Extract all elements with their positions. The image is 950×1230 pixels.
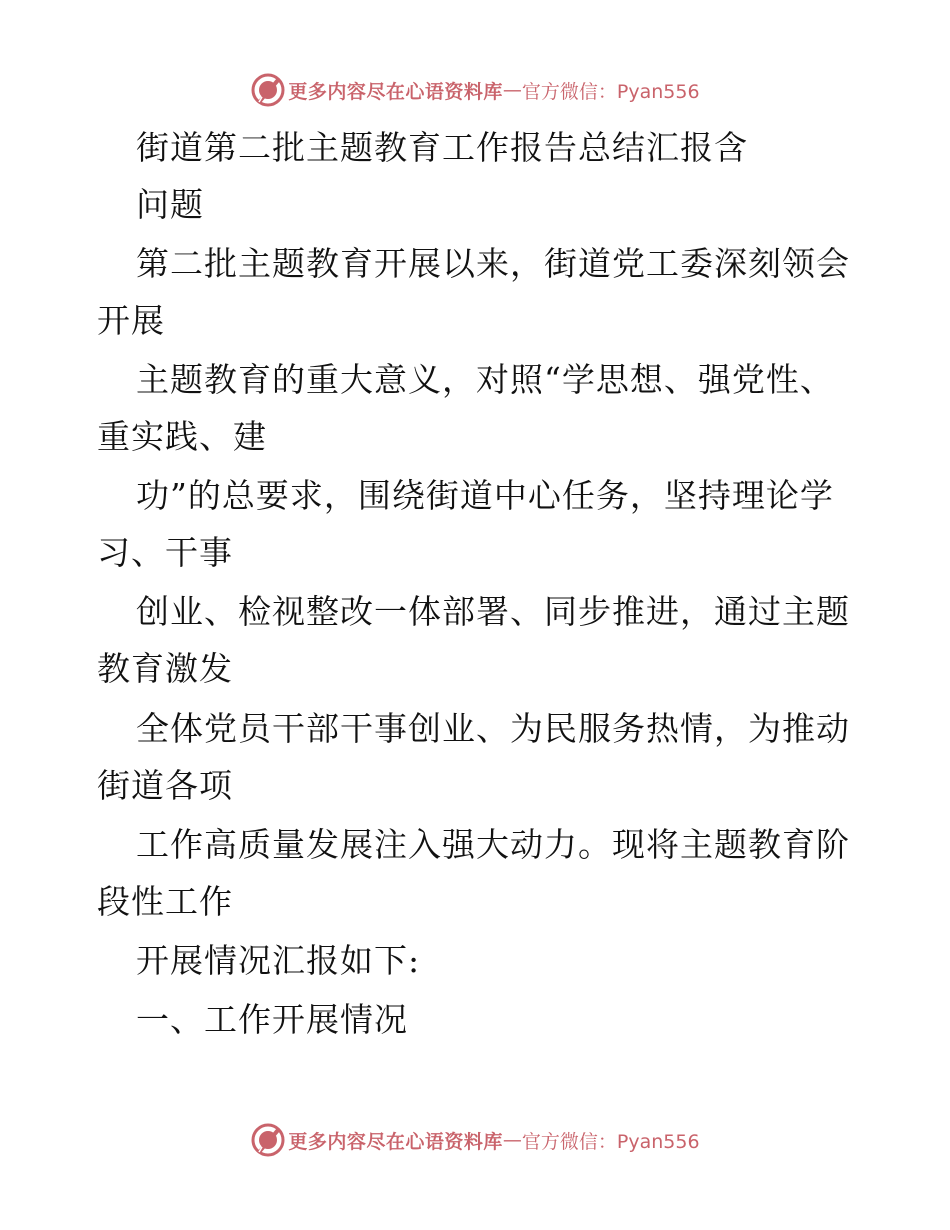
paragraph-line: 街道各项 <box>97 766 233 805</box>
paragraph-line: 开展情况汇报如下: <box>136 941 421 980</box>
paragraph-line: 功”的总要求，围绕街道中心任务，坚持理论学 <box>136 476 834 515</box>
watermark-contact: 官方微信：Pyan556 <box>521 1130 700 1153</box>
paragraph-line: 段性工作 <box>97 882 233 921</box>
watermark-dash: — <box>502 79 522 101</box>
paragraph-line: 重实践、建 <box>97 417 267 456</box>
paragraph-line: 创业、检视整改一体部署、同步推进，通过主题 <box>136 592 850 631</box>
paragraph-line: 工作高质量发展注入强大动力。现将主题教育阶 <box>136 825 850 864</box>
watermark-contact: 官方微信：Pyan556 <box>521 80 700 103</box>
paragraph-line: 习、干事 <box>97 533 233 572</box>
paragraph-line: 教育激发 <box>97 649 233 688</box>
paragraph-line: 主题教育的重大意义，对照“学思想、强党性、 <box>136 360 834 399</box>
quill-pen-in-circle-icon <box>250 1122 286 1158</box>
paragraph-line: 第二批主题教育开展以来，街道党工委深刻领会 <box>136 244 850 283</box>
document-title-line-2: 问题 <box>136 185 204 224</box>
watermark-text: 更多内容尽在心语资料库 <box>288 1130 503 1153</box>
section-heading: 一、工作开展情况 <box>136 1000 408 1039</box>
quill-pen-in-circle-icon <box>250 72 286 108</box>
watermark-text: 更多内容尽在心语资料库 <box>288 80 503 103</box>
header-watermark <box>0 70 950 110</box>
document-title-line-1: 街道第二批主题教育工作报告总结汇报含 <box>136 128 748 167</box>
footer-watermark <box>0 1120 950 1160</box>
paragraph-line: 开展 <box>97 301 165 340</box>
paragraph-line: 全体党员干部干事创业、为民服务热情，为推动 <box>136 709 850 748</box>
watermark-dash: — <box>502 1129 522 1151</box>
